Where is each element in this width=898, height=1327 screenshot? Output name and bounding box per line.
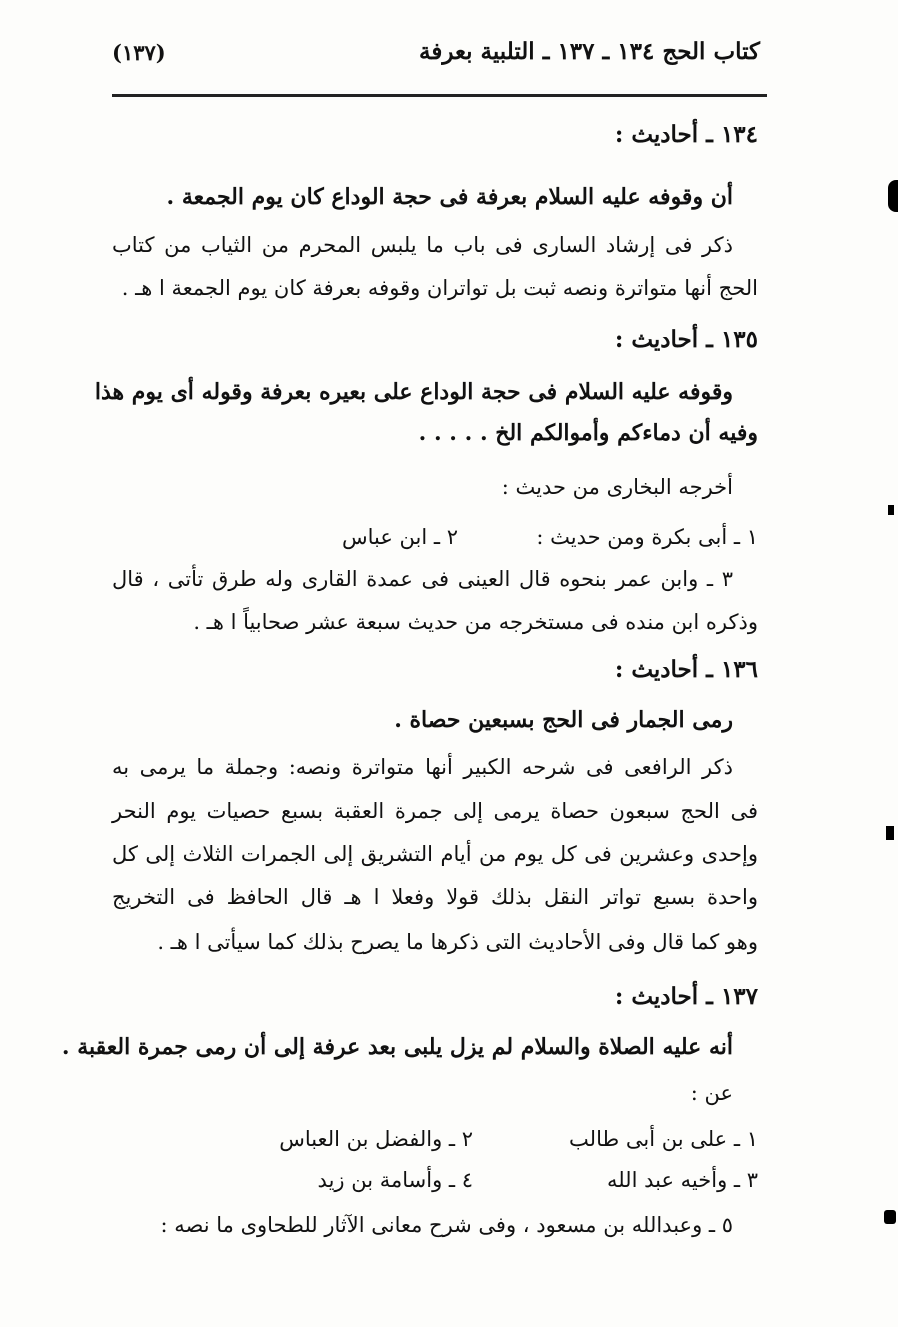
page-header	[112, 38, 760, 78]
body-line: وإحدى وعشرين فى كل يوم من أيام التشريق إلى الجمرات الثلاث إلى كل	[112, 842, 758, 866]
body-line: وذكره ابن منده فى مستخرجه من حديث سبعة عشر صحابياً ا هـ .	[193, 610, 758, 634]
running-title: كتاب الحج ١٣٤ ـ ١٣٧ ـ التلبية بعرفة	[419, 38, 760, 65]
narrator-item: ٣ ـ وأخيه عبد الله	[606, 1168, 758, 1192]
narrator-intro: عن :	[690, 1081, 733, 1105]
narrator-item: ٢ ـ ابن عباس	[341, 525, 458, 549]
body-line: ٥ ـ وعبدالله بن مسعود ، وفى شرح معانى الآثار للطحاوى ما نصه :	[160, 1213, 733, 1237]
header-rule	[112, 94, 767, 97]
section-heading-136: ١٣٦ ـ أحاديث :	[614, 656, 758, 683]
section-statement-136: رمى الجمار فى الحج بسبعين حصاة .	[394, 707, 733, 733]
section-heading-135: ١٣٥ ـ أحاديث :	[614, 326, 758, 353]
narrator-intro: أخرجه البخارى من حديث :	[501, 475, 733, 499]
body-line: فى الحج سبعون حصاة يرمى إلى جمرة العقبة بسبع حصيات يوم النحر	[112, 799, 758, 823]
scan-edge-mark	[888, 505, 894, 515]
section-statement-134: أن وقوفه عليه السلام بعرفة فى حجة الوداع كان يوم الجمعة .	[166, 184, 733, 210]
section-statement-135: وقوفه عليه السلام فى حجة الوداع على بعيره بعرفة وقوله أى يوم هذا	[94, 379, 733, 405]
body-line: ذكر فى إرشاد السارى فى باب ما يلبس المحرم من الثياب من كتاب	[112, 233, 733, 257]
page-number: (١٣٧)	[112, 40, 166, 65]
narrator-item: ٢ ـ والفضل بن العباس	[279, 1127, 473, 1151]
section-statement-137: أنه عليه الصلاة والسلام لم يزل يلبى بعد عرفة إلى أن رمى جمرة العقبة .	[61, 1034, 733, 1060]
body-line: الحج أنها متواترة ونصه ثبت بل تواتران وقوفه بعرفة كان يوم الجمعة ا هـ .	[121, 276, 758, 300]
section-statement-135: وفيه أن دماءكم وأموالكم الخ . . . . .	[418, 420, 758, 446]
narrator-item: ١ ـ أبى بكرة ومن حديث :	[536, 525, 758, 549]
narrator-item: ٤ ـ وأسامة بن زيد	[317, 1168, 473, 1192]
body-line: واحدة بسبع تواتر النقل بذلك قولا وفعلا ا هـ قال الحافظ فى التخريج	[112, 885, 758, 909]
scan-edge-mark	[886, 826, 894, 840]
section-heading-134: ١٣٤ ـ أحاديث :	[614, 121, 758, 148]
body-line: ٣ ـ وابن عمر بنحوه قال العينى فى عمدة القارى وله طرق تأتى ، قال	[112, 567, 733, 591]
body-line: وهو كما قال وفى الأحاديث التى ذكرها ما يصرح بذلك كما سيأتى ا هـ .	[157, 930, 758, 954]
section-heading-137: ١٣٧ ـ أحاديث :	[614, 983, 758, 1010]
narrator-item: ١ ـ على بن أبى طالب	[569, 1127, 758, 1151]
scan-edge-mark	[888, 180, 898, 212]
scan-edge-mark	[884, 1210, 896, 1224]
body-line: ذكر الرافعى فى شرحه الكبير أنها متواترة ونصه: وجملة ما يرمى به	[112, 755, 733, 779]
